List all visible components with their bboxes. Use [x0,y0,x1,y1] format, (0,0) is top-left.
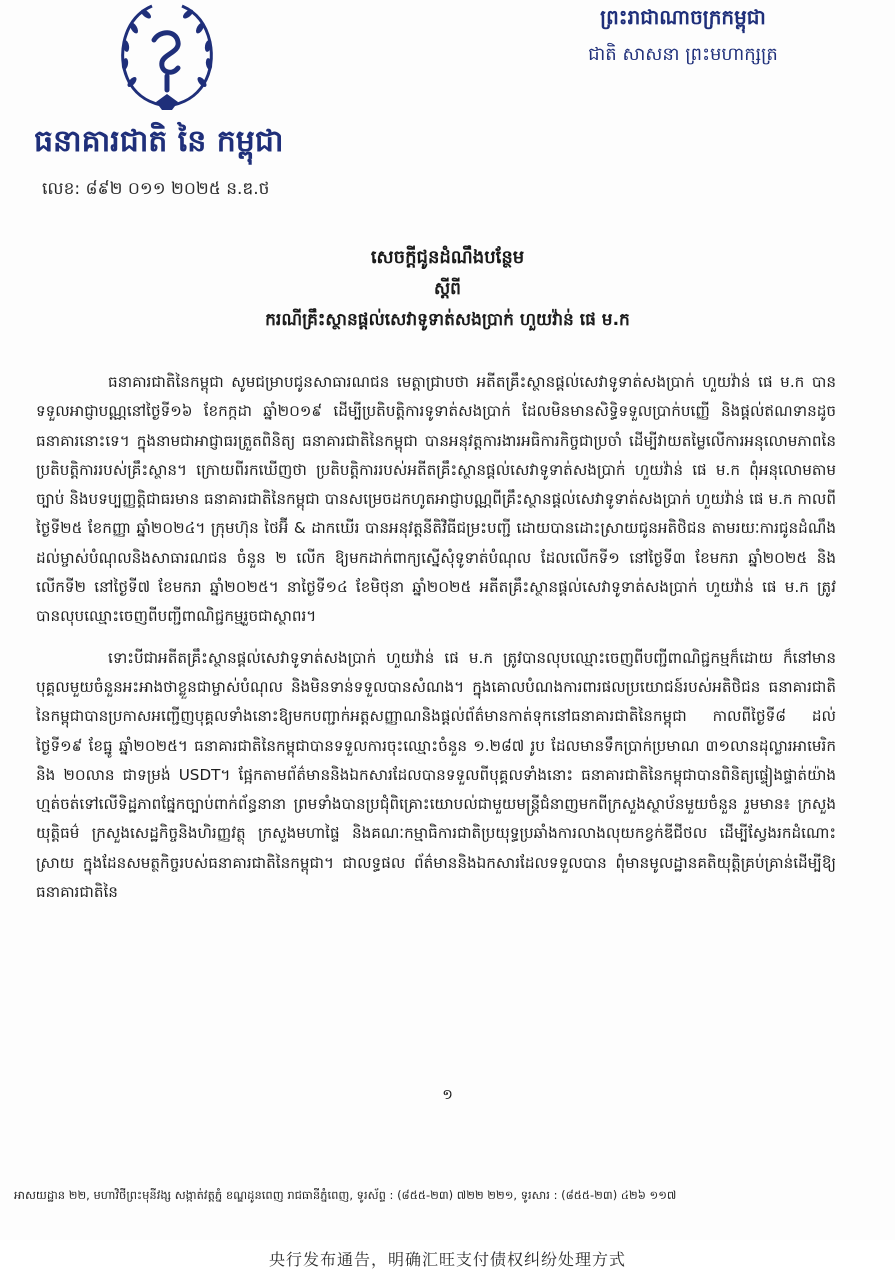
footer-address: អាសយដ្ឋាន ២២, មហាវិថីព្រះមុនីវង្ស សង្កាត់វត្តភ្នំ ខណ្ឌដូនពេញ រាជធានីភ្នំពេញ, ទូរស័ព្ទ : (៨៥៥-២៣) ៧២២ ២២១, ទូរសារ : (៨៥៥-២៣) ៤២៦ ១១៧ [14,1188,677,1202]
bank-name: ធនាគារជាតិ នៃ កម្ពុជា [34,124,284,159]
reference-number: លេខ: ៨៩២ ០១១ ២០២៥ ន.ឌ.ថ [42,179,270,199]
title-line-2: ស្តីពី [434,279,461,299]
notice-body [36,368,836,907]
page-number: ១ [442,1087,453,1103]
kingdom-motto: ជាតិ សាសនា ព្រះមហាក្សត្រ [588,44,778,65]
bank-seal-emblem [112,2,222,114]
body-paragraph-2: ទោះបីជាអតីតគ្រឹះស្ថានផ្តល់សេវាទូទាត់សងប្រាក់ ហួយវ៉ាន់ ផេ ម.ក ត្រូវបានលុបឈ្មោះចេញពីបញ្ជីពាណិជ្ជកម្មក៏ដោយ ក៏នៅមានបុគ្គលមួយចំនួនអះអាងថាខ្លួនជាម្ចាស់បំណុល និងមិនទាន់ទទួលបានសំណង។ ក្នុងគោលបំណងការពារផលប្រយោជន៍របស់អតិថិជន ធនាគារជាតិនៃកម្ពុជាបានប្រកាសអញ្ជើញបុគ្គលទាំងនោះឱ្យមកបញ្ជាក់អត្តសញ្ញាណនិងផ្តល់ព័ត៌មានកាត់ទុកនៅធនាគារជាតិនៃកម្ពុជា កាលពីថ្ងៃទី៨ ដល់ថ្ងៃទី១៩ ខែធ្នូ ឆ្នាំ២០២៥។ ធនាគារជាតិនៃកម្ពុជាបានទទួលការចុះឈ្មោះចំនួន ១.២៨៧ រូប ដែលមានទឹកប្រាក់ប្រមាណ ៣១លានដុល្លារអាមេរិក និង ២០លាន ជាទម្រង់ USDT។ ផ្អែកតាមព័ត៌មាននិងឯកសារដែលបានទទួលពីបុគ្គលទាំងនោះ ធនាគារជាតិនៃកម្ពុជាបានពិនិត្យផ្ទៀងផ្ទាត់យ៉ាងហ្មត់ចត់ទៅលើទិដ្ឋភាពផ្នែកច្បាប់ពាក់ព័ន្ធនានា ព្រមទាំងបានប្រជុំពិគ្រោះយោបល់ជាមួយមន្ត្រីជំនាញមកពីក្រសួងស្ថាប័នមួយចំនួន រួមមាន៖ ក្រសួងយុត្តិធម៌ ក្រសួងសេដ្ឋកិច្ចនិងហិរញ្ញវត្ថុ ក្រសួងមហាផ្ទៃ និងគណៈកម្មាធិការជាតិប្រយុទ្ធប្រឆាំងការលាងលុយកខ្វក់ឌីជីថល ដើម្បីស្វែងរកដំណោះស្រាយ ក្នុងដែនសមត្ថកិច្ចរបស់ធនាគារជាតិនៃកម្ពុជា។ ជាលទ្ធផល ព័ត៌មាននិងឯកសារដែលទទួលបាន ពុំមានមូលដ្ឋានគតិយុត្តិគ្រប់គ្រាន់ដើម្បីឱ្យធនាគារជាតិនៃ [36,648,836,902]
caption-bar [0,1240,895,1280]
body-paragraph-1: ធនាគារជាតិនៃកម្ពុជា សូមជម្រាបជូនសាធារណជន មេត្តាជ្រាបថា អតីតគ្រឹះស្ថានផ្តល់សេវាទូទាត់សងប្រាក់ ហួយវ៉ាន់ ផេ ម.ក បានទទួលអាជ្ញាបណ្ណនៅថ្ងៃទី១៦ ខែកក្កដា ឆ្នាំ២០១៩ ដើម្បីប្រតិបត្តិការទូទាត់សងប្រាក់ ដែលមិនមានសិទ្ធិទទួលប្រាក់បញ្ញើ និងផ្តល់ឥណទានដូចធនាគារនោះទេ។ ក្នុងនាមជាអាជ្ញាធរត្រួតពិនិត្យ ធនាគារជាតិនៃកម្ពុជា បានអនុវត្តការងារអធិការកិច្ចជាប្រចាំ ដើម្បីវាយតម្លៃលើការអនុលោមភាពនៃប្រតិបត្តិការរបស់គ្រឹះស្ថាន។ ក្រោយពីរកឃើញថា ប្រតិបត្តិការរបស់អតីតគ្រឹះស្ថានផ្តល់សេវាទូទាត់សងប្រាក់ ហួយវ៉ាន់ ផេ ម.ក ពុំអនុលោមតាមច្បាប់ និងបទប្បញ្ញត្តិជាធរមាន ធនាគារជាតិនៃកម្ពុជា បានសម្រេចដកហូតអាជ្ញាបណ្ណពីគ្រឹះស្ថានផ្តល់សេវាទូទាត់សងប្រាក់ ហួយវ៉ាន់ ផេ ម.ក កាលពីថ្ងៃទី២៥ ខែកញ្ញា ឆ្នាំ២០២៤។ ក្រុមហ៊ុន ថៃអ៊ី & ដាកឃើរ បានអនុវត្តនីតិវិធីជម្រះបញ្ជី ដោយបានដោះស្រាយជូនអតិថិជន តាមរយៈការជូនដំណឹងដល់ម្ចាស់បំណុលនិងសាធារណជន ចំនួន ២ លើក ឱ្យមកដាក់ពាក្យស្នើសុំទូទាត់បំណុល ដែលលើកទី១ នៅថ្ងៃទី៣ ខែមករា ឆ្នាំ២០២៥ និងលើកទី២ នៅថ្ងៃទី៧ ខែមករា ឆ្នាំ២០២៥។ នាថ្ងៃទី១៤ ខែមិថុនា ឆ្នាំ២០២៥ អតីតគ្រឹះស្ថានផ្តល់សេវាទូទាត់សងប្រាក់ ហួយវ៉ាន់ ផេ ម.ក ត្រូវបានលុបឈ្មោះចេញពីបញ្ជីពាណិជ្ជកម្មរួចជាស្ថាពរ។ [36,373,836,626]
title-line-3: ករណីគ្រឹះស្ថានផ្តល់សេវាទូទាត់សងប្រាក់ ហួយវ៉ាន់ ផេ ម.ក [265,310,630,330]
caption-text: 央行发布通告，明确汇旺支付债权纠纷处理方式 [268,1250,626,1269]
title-line-1: សេចក្តីជូនដំណឹងបន្ថែម [370,247,525,268]
kingdom-heading [568,4,798,69]
kingdom-title: ព្រះរាជាណាចក្រកម្ពុជា [600,5,766,29]
notice-title [0,245,895,334]
